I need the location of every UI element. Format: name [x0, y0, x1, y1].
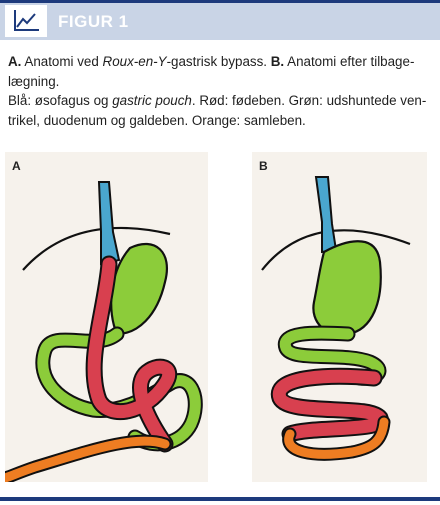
anatomy-a-illustration — [5, 152, 208, 482]
caption-italic-term: Roux-en-Y — [102, 54, 167, 69]
panel-b-label: B — [259, 159, 268, 173]
caption-text: Anatomi efter tilbage- — [284, 54, 415, 69]
panel-a-drawing — [5, 152, 208, 482]
panel-b-drawing — [252, 152, 427, 482]
caption-text: -gastrisk bypass. — [166, 54, 271, 69]
caption-italic-term: gastric pouch — [112, 93, 192, 108]
caption-text: Anatomi ved — [21, 54, 103, 69]
caption-text: Blå: øsofagus og — [8, 93, 113, 108]
caption-line: trikel, duodenum og galdeben. Orange: samleben. — [8, 112, 306, 128]
line-chart-icon — [5, 5, 47, 37]
caption-text: . Rød: fødeben. Grøn: udshuntede ven- — [191, 93, 427, 108]
caption-label-a: A. — [8, 54, 22, 69]
caption-label-b: B. — [270, 54, 285, 69]
caption-line: lægning. — [8, 73, 60, 89]
figure-caption — [8, 52, 434, 130]
figure-header — [0, 3, 440, 40]
footer-rule — [0, 497, 440, 501]
figure-title: FIGUR 1 — [58, 12, 129, 31]
panel-a-label: A — [12, 159, 21, 173]
anatomy-b-illustration — [252, 152, 427, 482]
